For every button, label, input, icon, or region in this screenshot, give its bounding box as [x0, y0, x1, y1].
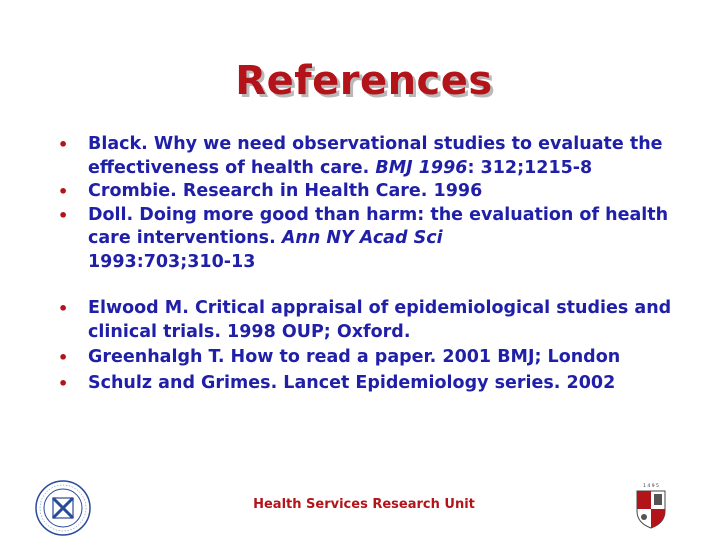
reference-list-2	[58, 297, 698, 397]
bullet-icon: •	[58, 182, 69, 201]
reference-text: Schulz and Grimes. Lancet Epidemiology series. 2002	[88, 372, 616, 393]
journal-name: Ann NY Acad Sci	[281, 228, 443, 248]
reference-item	[58, 133, 698, 180]
bullet-icon: •	[58, 299, 69, 318]
reference-text: Crombie. Research in Health Care. 1996	[88, 181, 483, 201]
reference-text: Elwood M. Critical appraisal of epidemiological studies and clinical trials. 1998 OUP; Oxford.	[88, 298, 672, 342]
bullet-icon: •	[58, 373, 69, 393]
footer-unit-name: Health Services Research Unit	[253, 497, 475, 512]
reference-citation: 1993:703;310-13	[88, 251, 256, 272]
university-crest-icon	[634, 481, 668, 529]
bullet-icon: •	[58, 348, 69, 367]
reference-item	[58, 372, 698, 396]
bullet-icon: •	[58, 135, 69, 154]
reference-text: Greenhalgh T. How to read a paper. 2001 BMJ; London	[88, 347, 621, 367]
reference-item	[58, 204, 698, 275]
reference-text: Doll. Doing more good than harm: the evaluation of health care interventions.	[88, 204, 669, 248]
bullet-icon: •	[58, 205, 69, 225]
journal-name: BMJ 1996	[375, 157, 468, 178]
reference-item	[58, 180, 698, 204]
slide-title: References	[235, 58, 493, 104]
reference-item	[58, 297, 698, 344]
reference-list-1	[58, 133, 698, 274]
reference-citation: : 312;1215-8	[467, 157, 593, 178]
reference-item	[58, 346, 698, 370]
crest-year: 1 4 9 5	[643, 484, 659, 489]
reference-text: Black. Why we need observational studies to evaluate the effectiveness of health care.	[88, 134, 663, 178]
